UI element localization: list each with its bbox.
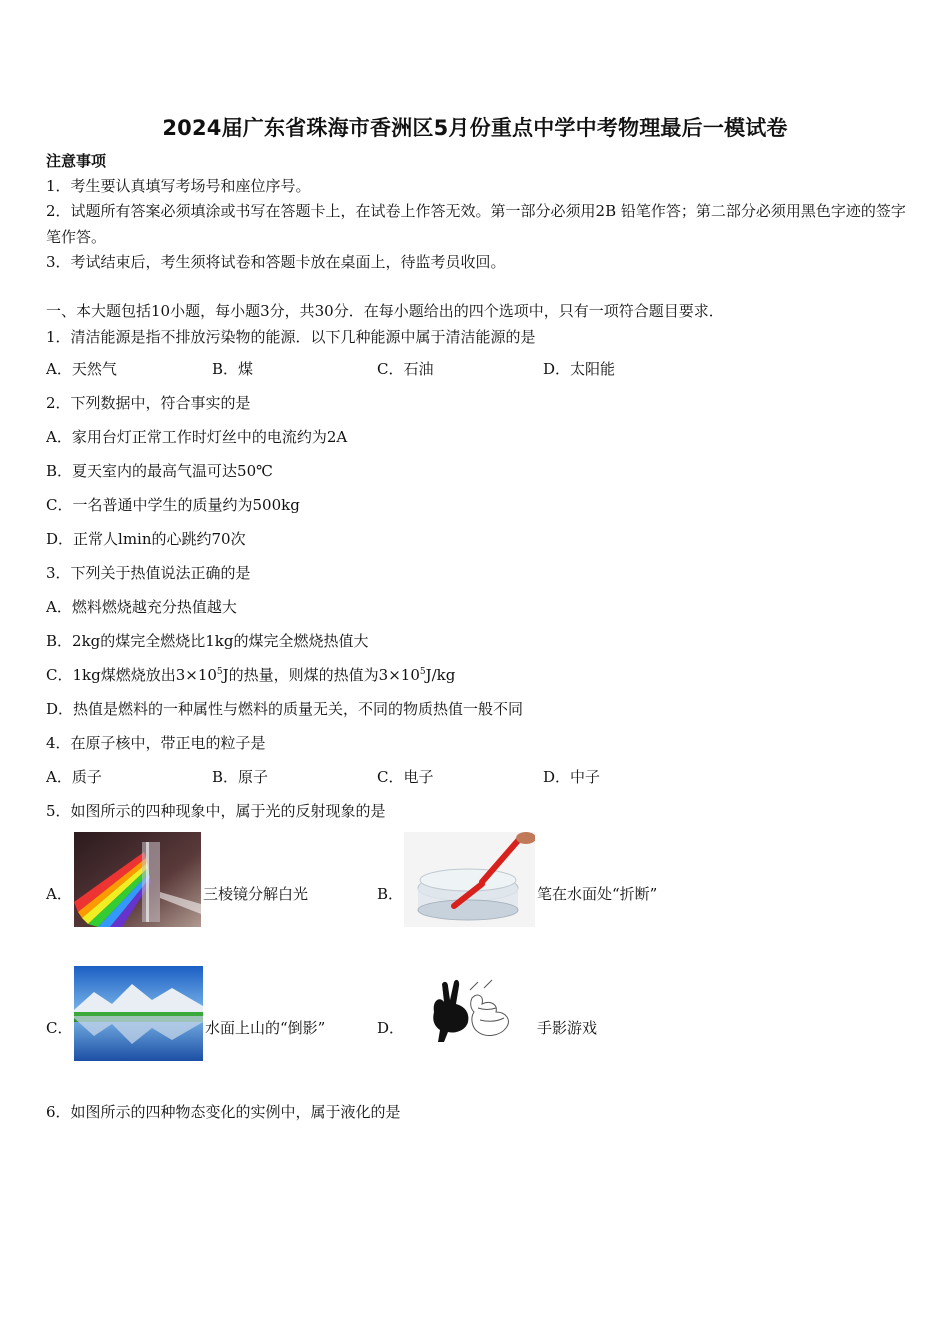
q5-option-c-letter: C． [46, 1019, 73, 1037]
notice-heading: 注意事项 [46, 152, 107, 170]
q1-option-a: A．天然气 [46, 360, 117, 378]
notice-item-1: 1．考生要认真填写考场号和座位序号。 [46, 177, 311, 195]
q4-option-b: B．原子 [212, 768, 269, 786]
question-5-stem: 5．如图所示的四种现象中，属于光的反射现象的是 [46, 802, 386, 820]
question-4-stem: 4．在原子核中，带正电的粒子是 [46, 734, 266, 752]
q2-option-a: A．家用台灯正常工作时灯丝中的电流约为2A [46, 428, 348, 446]
section-heading: 一、本大题包括10小题，每小题3分，共30分．在每小题给出的四个选项中，只有一项符合题目要求． [46, 302, 724, 320]
q5-option-b-letter: B． [377, 885, 404, 903]
q3-option-a: A．燃料燃烧越充分热值越大 [46, 598, 237, 616]
q4-option-d: D．中子 [543, 768, 601, 786]
q5-option-c-caption: 水面上山的“倒影” [205, 1019, 326, 1037]
q4-option-c: C．电子 [377, 768, 434, 786]
q1-option-c: C．石油 [377, 360, 434, 378]
question-1-stem: 1．清洁能源是指不排放污染物的能源．以下几种能源中属于清洁能源的是 [46, 328, 536, 346]
exam-title: 2024届广东省珠海市香洲区5月份重点中学中考物理最后一模试卷 [162, 116, 788, 140]
q3-option-d: D．热值是燃料的一种属性与燃料的质量无关，不同的物质热值一般不同 [46, 700, 524, 718]
question-3-stem: 3．下列关于热值说法正确的是 [46, 564, 251, 582]
notice-item-2: 2．试题所有答案必须填涂或书写在答题卡上，在试卷上作答无效。第一部分必须用2B 铅笔作答；第二部分必须用黑色字迹的签字笔作答。 [46, 202, 906, 246]
q2-option-c: C．一名普通中学生的质量约为500kg [46, 496, 300, 514]
q3-option-c: C．1kg煤燃烧放出$3\times 10^5J$的热量，则煤的热值为$3\times 10^5J/kg$ [46, 666, 456, 684]
mountain-reflection-image [74, 966, 203, 1061]
hand-shadow-image [426, 978, 516, 1050]
pen-in-water-image [404, 832, 535, 927]
q5-option-a-letter: A． [46, 885, 72, 903]
q5-option-d-letter: D． [377, 1019, 405, 1037]
q5-option-b-caption: 笔在水面处“折断” [537, 885, 658, 903]
q2-option-b: B．夏天室内的最高气温可达50℃ [46, 462, 273, 480]
notice-item-3: 3．考试结束后，考生须将试卷和答题卡放在桌面上，待监考员收回。 [46, 253, 506, 271]
question-6-stem: 6．如图所示的四种物态变化的实例中，属于液化的是 [46, 1103, 401, 1121]
q1-option-b: B．煤 [212, 360, 254, 378]
q2-option-d: D．正常人lmin的心跳约70次 [46, 530, 246, 548]
q4-option-a: A．质子 [46, 768, 102, 786]
q5-option-a-caption: 三棱镜分解白光 [203, 885, 309, 903]
q5-option-d-caption: 手影游戏 [537, 1019, 598, 1037]
q3-option-b: B．2kg的煤完全燃烧比1kg的煤完全燃烧热值大 [46, 632, 369, 650]
q1-option-d: D．太阳能 [543, 360, 616, 378]
prism-image [74, 832, 201, 927]
question-2-stem: 2．下列数据中，符合事实的是 [46, 394, 251, 412]
